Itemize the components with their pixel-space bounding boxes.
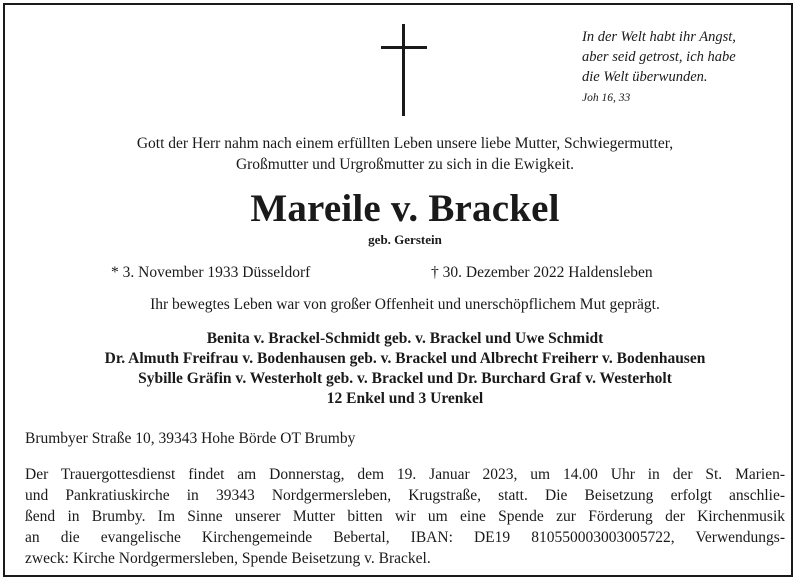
quote-reference: Joh 16, 33 [582,92,631,104]
notice-line: an die evangelische Kirchengemeinde Bebertal, IBAN: DE19 810550003003005722, Verwendungs- [25,529,785,546]
family-line: Sybille Gräfin v. Westerholt geb. v. Brackel und Dr. Burchard Graf v. Westerholt [138,370,672,387]
cross-icon [381,24,427,116]
family-list [25,329,785,409]
obituary-frame [3,3,793,577]
maiden-name: geb. Gerstein [368,232,442,247]
address: Brumbyer Straße 10, 39343 Hohe Börde OT Brumby [25,430,356,447]
quote-line: In der Welt habt ihr Angst, [582,29,736,45]
intro-text [45,133,765,175]
notice-line: zweck: Kirche Nordgermersleben, Spende Beisetzung v. Brackel. [25,550,431,567]
intro-line: Gott der Herr nahm nach einem erfüllten Leben unsere liebe Mutter, Schwiegermutter, [136,135,674,152]
birth-date: * 3. November 1933 Düsseldorf [111,264,311,281]
notice-line: und Pankratiuskirche in 39343 Nordgermersleben, Krugstraße, statt. Die Beisetzung erfolgt anschlie- [25,487,785,504]
quote-line: die Welt überwunden. [582,69,708,85]
quote-line: aber seid getrost, ich habe [582,49,736,65]
notice-line: Der Trauergottesdienst findet am Donnerstag, dem 19. Januar 2023, um 14.00 Uhr in der St. Marien- [25,466,785,483]
deceased-name: Mareile v. Brackel [250,187,560,230]
family-line: 12 Enkel und 3 Urenkel [326,390,484,407]
death-date: † 30. Dezember 2022 Haldensleben [431,264,653,281]
tagline: Ihr bewegtes Leben war von großer Offenheit und unerschöpflichem Mut geprägt. [150,296,660,313]
bible-quote [582,27,792,107]
notice-line: ßend in Brumby. Im Sinne unserer Mutter bitten wir um eine Spende zur Förderung der Kirchenmusik [25,508,785,525]
family-line: Dr. Almuth Freifrau v. Bodenhausen geb. v. Brackel und Albrecht Freiherr v. Bodenhausen [104,350,706,367]
family-line: Benita v. Brackel-Schmidt geb. v. Brackel und Uwe Schmidt [206,330,604,347]
service-notice [25,464,785,569]
intro-line: Großmutter und Urgroßmutter zu sich in die Ewigkeit. [235,156,575,173]
